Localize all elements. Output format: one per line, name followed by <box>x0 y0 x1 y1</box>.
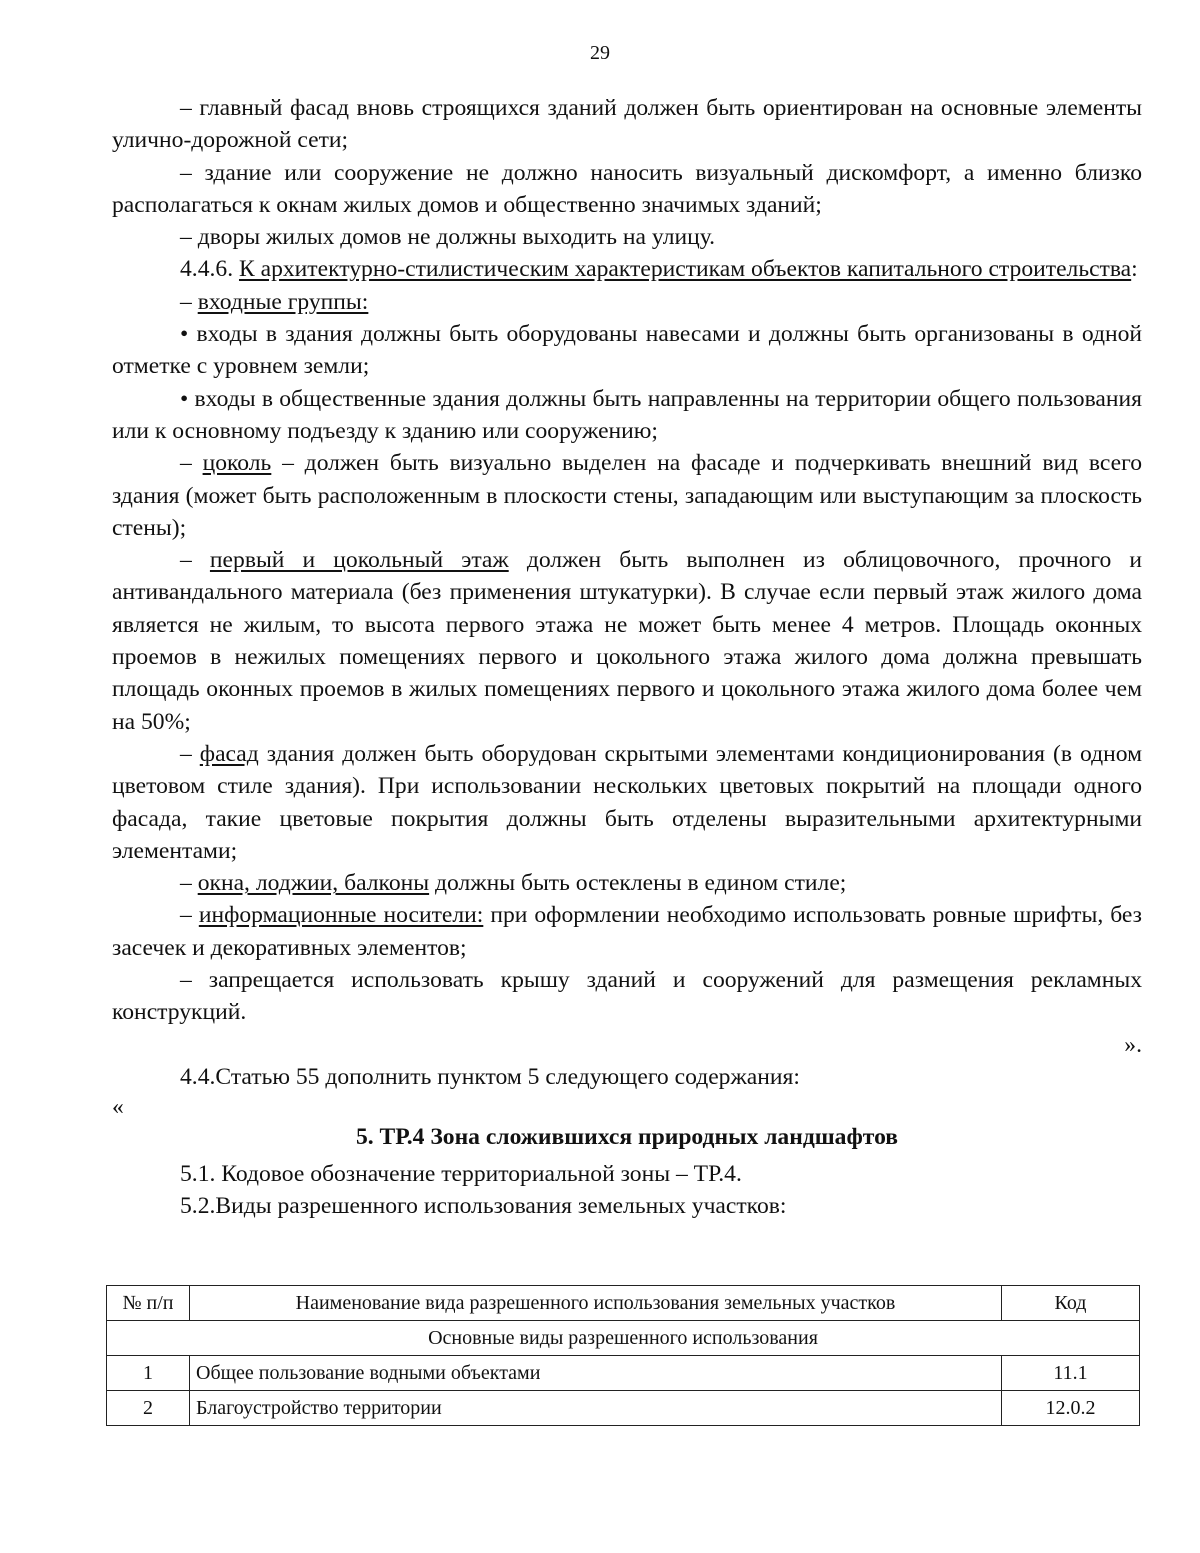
dash: – <box>180 288 198 315</box>
paragraph-text: – должен быть визуально выделен на фасаде и подчеркивать внешний вид всего здания (может быть расположенным в плоскости стены, западающим или выступающим за плоскость стены); <box>112 450 1142 541</box>
paragraph-text: должны быть остеклены в едином стиле; <box>429 870 847 897</box>
table-cell-name: Общее пользование водными объектами <box>190 1356 1002 1391</box>
table-section-title: Основные виды разрешенного использования <box>107 1321 1140 1356</box>
table-cell-name: Благоустройство территории <box>190 1391 1002 1426</box>
dash: – <box>180 870 198 897</box>
table-cell-code: 11.1 <box>1002 1356 1140 1391</box>
land-use-table <box>106 1285 1140 1426</box>
paragraph <box>112 738 1142 867</box>
paragraph <box>112 253 1142 285</box>
table-row <box>107 1391 1140 1426</box>
column-header-name: Наименование вида разрешенного использования земельных участков <box>190 1286 1002 1321</box>
paragraph: 5.1. Кодовое обозначение территориальной зоны – ТР.4. <box>180 1160 742 1187</box>
punctuation: : <box>1131 256 1138 283</box>
dash: – <box>180 450 203 477</box>
opening-quote: « <box>112 1094 124 1121</box>
page-number: 29 <box>590 42 610 64</box>
paragraph <box>112 544 1142 738</box>
underlined-term: фасад <box>199 740 259 767</box>
table-header-row <box>107 1286 1140 1321</box>
underlined-term: окна, лоджии, балконы <box>197 870 430 897</box>
underlined-term: К архитектурно-стилистическим характеристикам объектов капитального строительства <box>238 256 1132 283</box>
table-cell-number: 2 <box>107 1391 190 1426</box>
paragraph-text: при оформлении необходимо использовать ровные шрифты, без засечек и декоративных элементов; <box>112 902 1142 961</box>
paragraph: – здание или сооружение не должно наносить визуальный дискомфорт, а именно близко располагаться к окнам жилых домов и общественно значимых зданий; <box>112 159 1142 218</box>
table-section-row <box>107 1321 1140 1356</box>
table-cell-number: 1 <box>107 1356 190 1391</box>
underlined-term: цоколь <box>202 450 272 477</box>
dash: – <box>180 740 200 767</box>
column-header-number: № п/п <box>107 1286 190 1321</box>
paragraph-text: должен быть выполнен из облицовочного, прочного и антивандального материала (без применения штукатурки). В случае если первый этаж жилого дома является не жилым, то высота первого этажа не может быть менее 4 метров. Площадь оконных проемов в нежилых помещениях первого и цокольного этажа жилого дома должна превышать площадь оконных проемов в жилых помещениях первого и цокольного этажа жилого дома более чем на 50%; <box>112 547 1142 735</box>
column-header-code: Код <box>1002 1286 1140 1321</box>
paragraph-text: здания должен быть оборудован скрытыми элементами кондиционирования (в одном цветовом стиле здания). При использовании нескольких цветовых покрытий на площади одного фасада, такие цветовые покрытия должны быть отделены выразительными архитектурными элементами; <box>112 740 1142 864</box>
paragraph: – запрещается использовать крышу зданий и сооружений для размещения рекламных конструкций. <box>112 967 1142 1026</box>
dash: – <box>180 547 210 574</box>
paragraph: – главный фасад вновь строящихся зданий должен быть ориентирован на основные элементы улично-дорожной сети; <box>112 95 1142 154</box>
paragraph: – дворы жилых домов не должны выходить на улицу. <box>180 224 716 251</box>
clause-number: 4.4.6. <box>180 256 239 283</box>
dash: – <box>180 902 199 929</box>
closing-quote: ». <box>1124 1031 1142 1058</box>
underlined-term: входные группы: <box>197 288 369 315</box>
paragraph <box>112 899 1142 964</box>
table-cell-code: 12.0.2 <box>1002 1391 1140 1426</box>
paragraph: • входы в общественные здания должны быть направленны на территории общего пользования или к основному подъезду к зданию или сооружению; <box>112 385 1142 444</box>
paragraph <box>112 286 1142 318</box>
underlined-term: информационные носители: <box>198 902 484 929</box>
section-heading: 5. ТР.4 Зона сложившихся природных ландшафтов <box>355 1124 899 1151</box>
underlined-term: первый и цокольный этаж <box>209 547 509 574</box>
paragraph: 5.2.Виды разрешенного использования земельных участков: <box>180 1192 787 1219</box>
document-body <box>112 92 1142 1222</box>
paragraph: • входы в здания должны быть оборудованы навесами и должны быть организованы в одной отметке с уровнем земли; <box>112 321 1142 380</box>
paragraph: 4.4.Статью 55 дополнить пунктом 5 следующего содержания: <box>180 1063 800 1090</box>
paragraph <box>112 447 1142 544</box>
paragraph <box>112 867 1142 899</box>
table-row <box>107 1356 1140 1391</box>
